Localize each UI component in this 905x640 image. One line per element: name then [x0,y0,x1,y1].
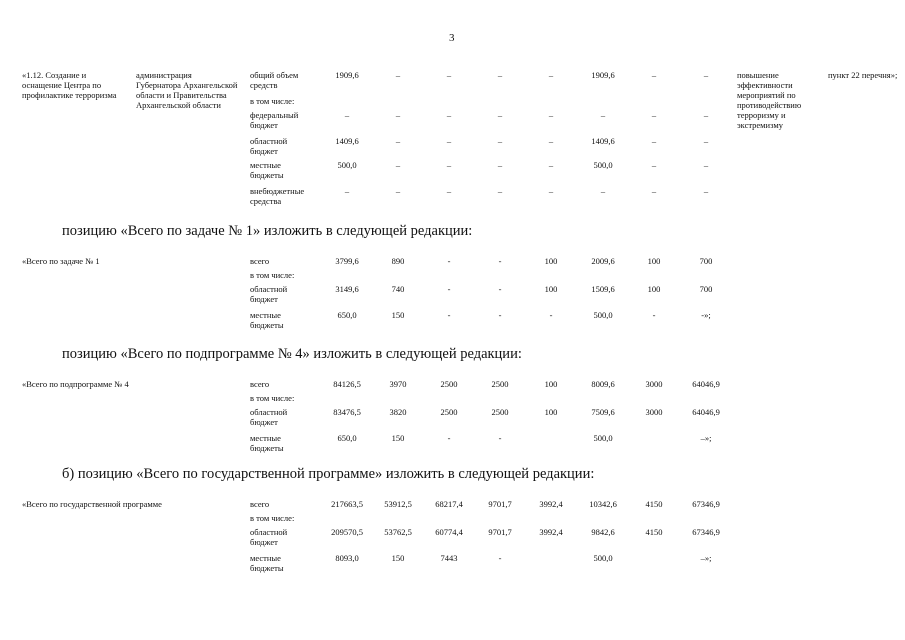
table-cell: 209570,5 [331,527,363,537]
table-cell: – [548,110,554,120]
table-cell: – [497,186,503,196]
table-cell: – [600,186,606,196]
table-cell: 7443 [440,553,458,563]
table-cell: – [703,110,709,120]
table-cell: – [395,110,401,120]
total-state-program-label: «Всего по государственной программе [22,499,162,509]
table-cell: - [447,433,451,443]
table-cell: – [446,136,452,146]
table-cell: - [498,284,502,294]
table-cell: 9701,7 [488,527,512,537]
table-cell: 64046,9 [692,379,720,389]
row-label: в том числе: [250,393,295,403]
table-cell: – [548,136,554,146]
table-cell: 3149,6 [335,284,359,294]
heading-subprogram-4: позицию «Всего по подпрограмме № 4» изложить в следующей редакции: [62,346,522,362]
table-cell: 217663,5 [331,499,363,509]
row-label: внебюджетные средства [250,186,305,206]
row-label: общий объем средств [250,70,299,90]
row-label: областной бюджет [250,527,288,547]
total-subprogram-4-label: «Всего по подпрограмме № 4 [22,379,129,389]
table-cell: 3970 [389,379,407,389]
table-cell: – [497,70,503,80]
row-label: всего [250,256,270,266]
table-cell: 3992,4 [539,499,563,509]
table-cell: – [703,136,709,146]
table-cell: 650,0 [337,433,357,443]
page-number: 3 [449,32,455,44]
table-cell: 84126,5 [333,379,361,389]
table-cell: 500,0 [337,160,357,170]
table-cell: – [446,110,452,120]
row-label: федеральный бюджет [250,110,299,130]
table-cell: 3000 [645,407,663,417]
table-cell: 100 [544,284,558,294]
table-cell: – [651,136,657,146]
row-label: областной бюджет [250,407,288,427]
table-cell: – [600,110,606,120]
table-cell: – [395,160,401,170]
table-cell: - [498,256,502,266]
table-cell: 100 [544,379,558,389]
row-label: местные бюджеты [250,433,284,453]
table-cell: – [497,136,503,146]
table-cell: – [344,110,350,120]
table-cell: 8009,6 [591,379,615,389]
table-cell: – [497,110,503,120]
table-cell: 3799,6 [335,256,359,266]
table-cell: 150 [391,310,405,320]
executor: администрация Губернатора Архангельской области и Правительства Архангельской области [136,70,238,110]
table-cell: 890 [391,256,405,266]
heading-state-program: б) позицию «Всего по государственной программе» изложить в следующей редакции: [62,466,595,482]
table-cell: 100 [544,407,558,417]
table-cell: 53762,5 [384,527,412,537]
table-cell: 2500 [491,407,509,417]
table-cell: 3820 [389,407,407,417]
table-cell: – [651,110,657,120]
table-cell: – [651,160,657,170]
table-cell: 3992,4 [539,527,563,537]
table-cell: 68217,4 [435,499,463,509]
table-cell: – [446,186,452,196]
table-cell: – [497,160,503,170]
table-cell: – [703,186,709,196]
table-cell: 67346,9 [692,499,720,509]
table-cell: 9701,7 [488,499,512,509]
expected-result: повышение эффективности мероприятий по противодействию терроризму и экстремизму [737,70,802,130]
table-cell: 150 [391,433,405,443]
table-cell: 100 [647,256,661,266]
row-label: областной бюджет [250,136,288,156]
table-cell: 8093,0 [335,553,359,563]
table-cell: –»; [700,553,712,563]
table-cell: - [498,553,502,563]
table-cell: – [651,186,657,196]
table-cell: 500,0 [593,433,613,443]
table-cell: – [344,186,350,196]
table-cell: 9842,6 [591,527,615,537]
heading-task-1: позицию «Всего по задаче № 1» изложить в следующей редакции: [62,223,473,239]
row-label: местные бюджеты [250,310,284,330]
table-cell: 1509,6 [591,284,615,294]
table-cell: 150 [391,553,405,563]
table-cell: 4150 [645,527,663,537]
table-cell: 1409,6 [591,136,615,146]
table-cell: 1909,6 [591,70,615,80]
table-cell: - [498,310,502,320]
row-label: в том числе: [250,270,295,280]
table-cell: 1909,6 [335,70,359,80]
table-cell: 83476,5 [333,407,361,417]
table-cell: – [703,70,709,80]
table-cell: –»; [700,433,712,443]
table-cell: 2500 [440,379,458,389]
row-label: всего [250,379,270,389]
table-cell: – [395,186,401,196]
row-label: всего [250,499,270,509]
table-cell: 500,0 [593,160,613,170]
table-cell: 3000 [645,379,663,389]
item-name: «1.12. Создание и оснащение Центра по профилактике терроризма [22,70,117,100]
table-cell: 700 [699,256,713,266]
table-cell: 10342,6 [589,499,617,509]
table-cell: 100 [544,256,558,266]
table-cell: 2500 [491,379,509,389]
table-cell: 4150 [645,499,663,509]
row-label: местные бюджеты [250,553,284,573]
row-label: местные бюджеты [250,160,284,180]
table-cell: 1409,6 [335,136,359,146]
table-cell: 53912,5 [384,499,412,509]
table-cell: - [652,310,656,320]
table-cell: 2009,6 [591,256,615,266]
table-cell: – [446,70,452,80]
table-cell: 500,0 [593,310,613,320]
row-label: областной бюджет [250,284,288,304]
table-cell: - [498,433,502,443]
table-cell: -»; [701,310,711,320]
table-cell: 64046,9 [692,407,720,417]
table-cell: 100 [647,284,661,294]
table-cell: - [447,310,451,320]
table-cell: 67346,9 [692,527,720,537]
table-cell: 740 [391,284,405,294]
table-cell: – [548,70,554,80]
table-cell: 650,0 [337,310,357,320]
row-label: в том числе: [250,96,295,106]
table-cell: – [446,160,452,170]
table-cell: 2500 [440,407,458,417]
row-label: в том числе: [250,513,295,523]
table-cell: – [548,160,554,170]
table-cell: - [447,256,451,266]
table-cell: 7509,6 [591,407,615,417]
table-cell: – [395,70,401,80]
table-cell: - [447,284,451,294]
table-cell: – [395,136,401,146]
table-cell: 700 [699,284,713,294]
table-cell: 500,0 [593,553,613,563]
reference: пункт 22 перечня»; [828,70,898,80]
table-cell: – [651,70,657,80]
table-cell: 60774,4 [435,527,463,537]
table-cell: - [549,310,553,320]
table-cell: – [548,186,554,196]
total-task-1-label: «Всего по задаче № 1 [22,256,100,266]
table-cell: – [703,160,709,170]
